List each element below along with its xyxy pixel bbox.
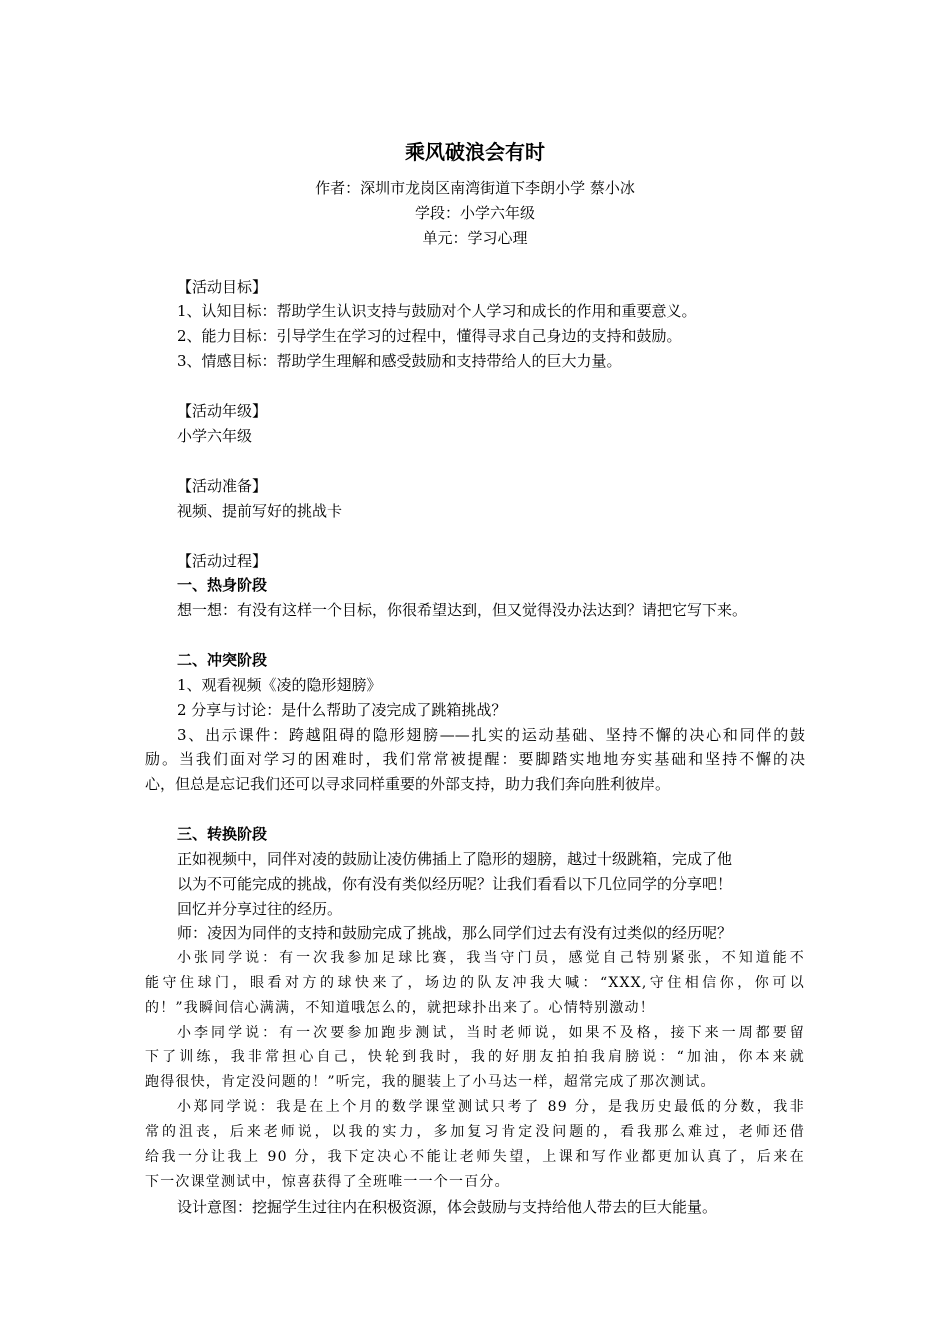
stage3-intro-line: 以为不可能完成的挑战，你有没有类似经历呢？让我们看看以下几位同学的分享吧！ — [177, 875, 733, 893]
goals-heading: 【活动目标】 — [177, 278, 268, 296]
stage2-line: 心，但总是忘记我们还可以寻求同样重要的外部支持，助力我们奔向胜利彼岸。 — [145, 775, 671, 793]
goal-item: 2、能力目标：引导学生在学习的过程中，懂得寻求自己身边的支持和鼓励。 — [177, 327, 682, 345]
zhang-share-line: 能守住球门，眼看对方的球快来了，场边的队友冲我大喊：“XXX,守住相信你，你可以 — [145, 975, 805, 991]
li-share-line: 小李同学说：有一次要参加跑步测试，当时老师说，如果不及格，接下来一周都要留 — [177, 1025, 805, 1041]
stage3-heading: 三、转换阶段 — [177, 825, 268, 843]
stage1-text: 想一想：有没有这样一个目标，你很希望达到，但又觉得没办法达到？请把它写下来。 — [177, 601, 748, 619]
design-intent: 设计意图：挖掘学生过往内在积极资源，体会鼓励与支持给他人带去的巨大能量。 — [177, 1198, 718, 1216]
stage1-heading: 一、热身阶段 — [177, 576, 268, 594]
teacher-question: 师：凌因为同伴的支持和鼓励完成了挑战，那么同学们过去有没有过类似的经历呢？ — [177, 924, 733, 942]
zheng-share-line: 常的沮丧，后来老师说，以我的实力，多加复习肯定没问题的，看我那么难过，老师还借 — [145, 1124, 805, 1140]
stage2-line: 1、观看视频《凌的隐形翅膀》 — [177, 676, 382, 694]
zhang-share-line: 的！”我瞬间信心满满，不知道哦怎么的，就把球扑出来了。心情特别激动！ — [145, 1000, 655, 1016]
li-share-line: 跑得很快，肯定没问题的！”听完，我的腿装上了小马达一样，超常完成了那次测试。 — [145, 1074, 716, 1090]
prep-text: 视频、提前写好的挑战卡 — [177, 502, 343, 520]
goal-item: 3、情感目标：帮助学生理解和感受鼓励和支持带给人的巨大力量。 — [177, 352, 622, 370]
prep-heading: 【活动准备】 — [177, 477, 268, 495]
author-line: 作者：深圳市龙岗区南湾街道下李朗小学 蔡小冰 — [315, 179, 635, 197]
zhang-share-line: 小张同学说：有一次我参加足球比赛，我当守门员，感觉自己特别紧张，不知道能不 — [177, 950, 805, 966]
stage3-intro-line: 正如视频中，同伴对凌的鼓励让凌仿佛插上了隐形的翅膀，越过十级跳箱，完成了他 — [177, 850, 733, 868]
page-title: 乘风破浪会有时 — [405, 140, 545, 164]
zheng-share-line: 给我一分让我上 90 分，我下定决心不能让老师失望，上课和写作业都更加认真了，后来在 — [145, 1149, 805, 1165]
stage3-intro-line: 回忆并分享过往的经历。 — [177, 900, 343, 918]
level-heading: 【活动年级】 — [177, 402, 268, 420]
zheng-share-line: 小郑同学说：我是在上个月的数学课堂测试只考了 89 分，是我历史最低的分数，我非 — [177, 1099, 805, 1115]
stage2-line: 2 分享与讨论：是什么帮助了凌完成了跳箱挑战？ — [177, 701, 507, 719]
li-share-line: 下了训练，我非常担心自己，快轮到我时，我的好朋友拍拍我肩膀说：“加油，你本来就 — [145, 1049, 805, 1065]
grade-line: 学段：小学六年级 — [414, 204, 535, 222]
zheng-share-line: 下一次课堂测试中，惊喜获得了全班唯一一个一百分。 — [145, 1174, 510, 1190]
unit-line: 单元：学习心理 — [422, 229, 528, 247]
stage2-line: 3、出示课件：跨越阻碍的隐形翅膀——扎实的运动基础、坚持不懈的决心和同伴的鼓 — [177, 726, 805, 744]
stage2-line: 励。当我们面对学习的困难时，我们常常被提醒：要脚踏实地地夯实基础和坚持不懈的决 — [145, 750, 805, 768]
goal-item: 1、认知目标：帮助学生认识支持与鼓励对个人学习和成长的作用和重要意义。 — [177, 302, 697, 320]
process-heading: 【活动过程】 — [177, 552, 268, 570]
level-text: 小学六年级 — [177, 427, 253, 445]
stage2-heading: 二、冲突阶段 — [177, 651, 268, 669]
